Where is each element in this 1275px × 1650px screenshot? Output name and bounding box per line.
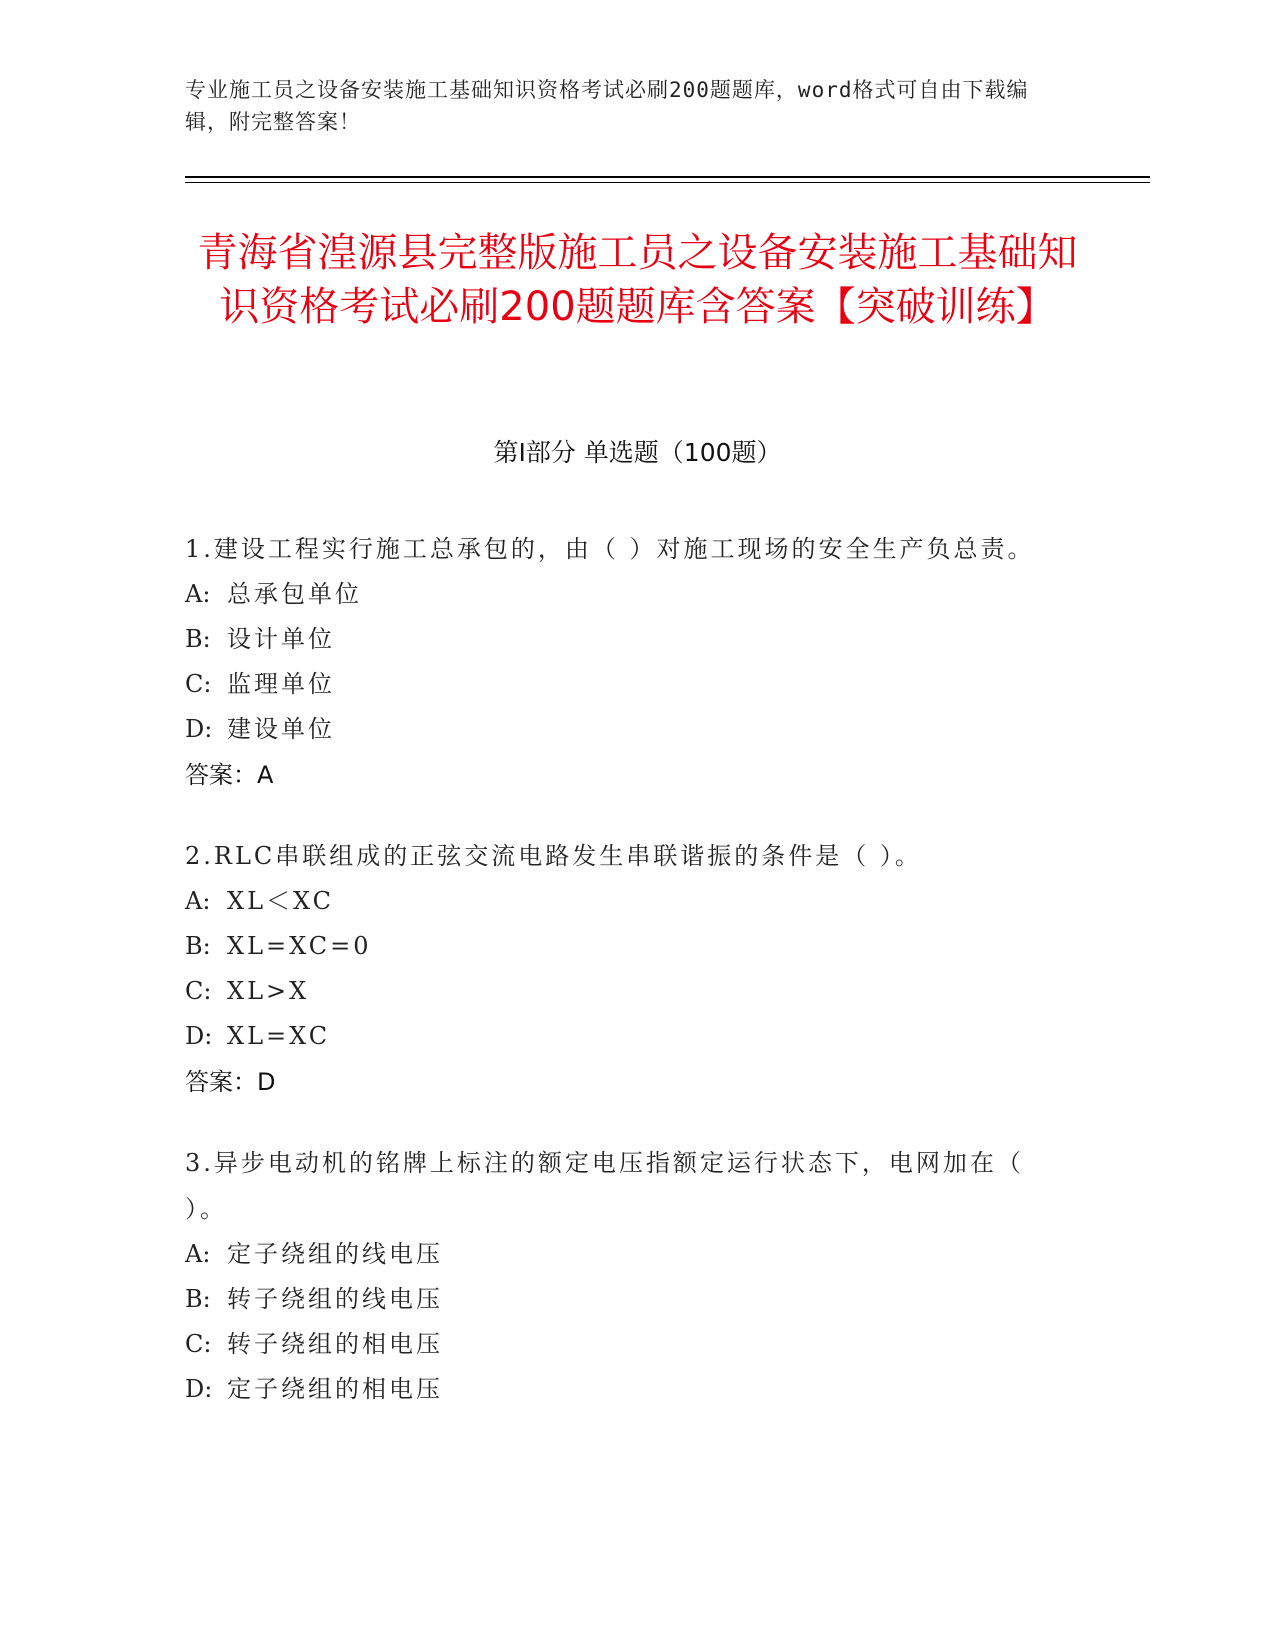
answer-line: 答案：A <box>185 761 274 789</box>
option-text: 定子绕组的线电压 <box>227 1240 443 1268</box>
option-b <box>185 924 1065 969</box>
option-c <box>185 662 1065 707</box>
document-title: 青海省湟源县完整版施工员之设备安装施工基础知识资格考试必刷200题题库含答案【突破训练】 <box>197 230 1078 330</box>
option-text: 建设单位 <box>227 715 335 743</box>
question-item <box>185 1140 1065 1412</box>
question-item <box>185 833 1065 1105</box>
option-key: B: <box>185 932 211 960</box>
option-key: D: <box>185 1022 213 1050</box>
option-key: A: <box>185 887 211 915</box>
option-key: D: <box>185 1375 213 1403</box>
option-a <box>185 1232 1065 1277</box>
question-item <box>185 526 1065 798</box>
option-a <box>185 879 1065 924</box>
option-key: A: <box>185 580 211 608</box>
header-divider-thin <box>185 182 1150 183</box>
option-text: 转子绕组的相电压 <box>227 1330 443 1358</box>
question-stem: 3.异步电动机的铭牌上标注的额定电压指额定运行状态下，电网加在（ ）。 <box>185 1149 1024 1223</box>
option-d <box>185 707 1065 752</box>
option-text: XL＜XC <box>227 887 335 915</box>
option-c <box>185 969 1065 1014</box>
header-divider-thick <box>185 176 1150 178</box>
option-text: XL>X <box>227 977 310 1005</box>
option-text: 定子绕组的相电压 <box>227 1375 443 1403</box>
option-a <box>185 572 1065 617</box>
option-key: A: <box>185 1240 211 1268</box>
option-c <box>185 1322 1065 1367</box>
option-key: D: <box>185 715 213 743</box>
option-text: XL=XC=0 <box>227 932 372 960</box>
answer-line: 答案：D <box>185 1068 276 1096</box>
question-stem: 2.RLC串联组成的正弦交流电路发生串联谐振的条件是（ ）。 <box>185 842 922 870</box>
header-note: 专业施工员之设备安装施工基础知识资格考试必刷200题题库，word格式可自由下载编辑，附完整答案！ <box>185 78 1029 134</box>
option-key: C: <box>185 670 212 698</box>
option-text: 转子绕组的线电压 <box>227 1285 443 1313</box>
option-b <box>185 617 1065 662</box>
option-key: C: <box>185 1330 212 1358</box>
option-key: B: <box>185 1285 211 1313</box>
option-b <box>185 1277 1065 1322</box>
option-text: 设计单位 <box>227 625 335 653</box>
question-list <box>185 526 1065 1447</box>
option-key: B: <box>185 625 211 653</box>
option-key: C: <box>185 977 212 1005</box>
option-text: 监理单位 <box>227 670 335 698</box>
option-text: 总承包单位 <box>227 580 362 608</box>
option-d <box>185 1367 1065 1412</box>
section-title: 第Ⅰ部分 单选题（100题） <box>493 438 782 467</box>
option-text: XL=XC <box>227 1022 331 1050</box>
option-d <box>185 1014 1065 1059</box>
question-stem: 1.建设工程实行施工总承包的，由（ ）对施工现场的安全生产负总责。 <box>185 535 1035 563</box>
